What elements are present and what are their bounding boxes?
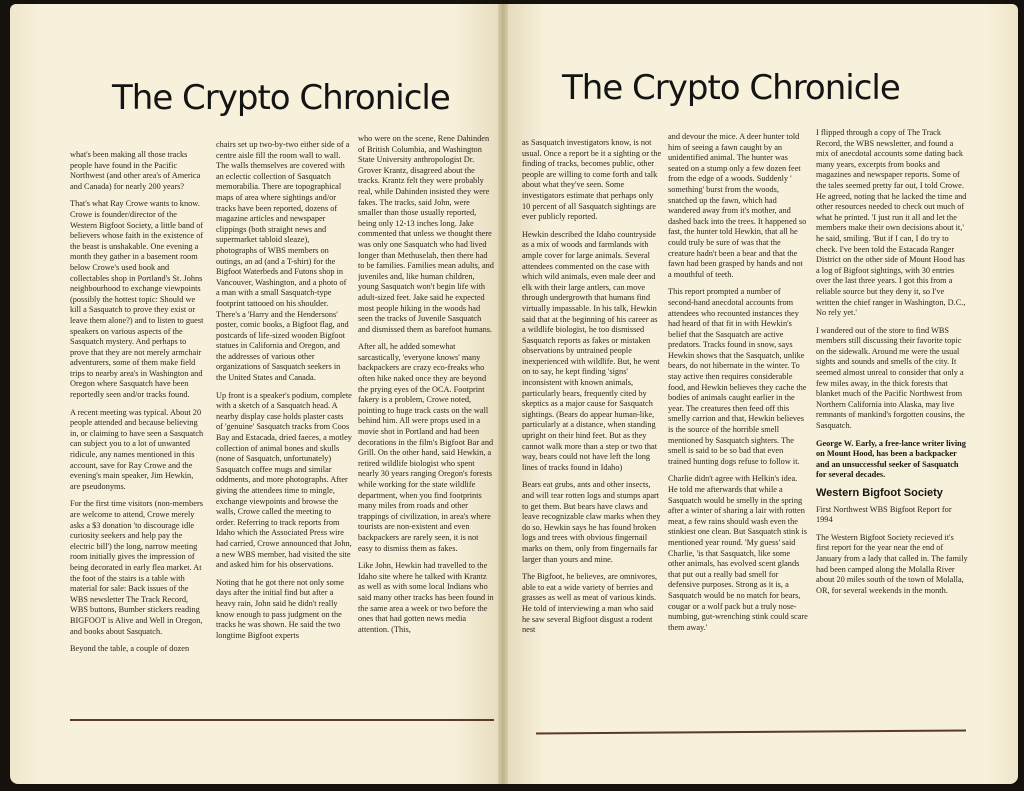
paragraph: The Western Bigfoot Society recieved it's first report for the year near the end of January from a lady that called in. The family had been camped along the Molalla River about 20 miles south of the town of Molalla, OR, for several weekends in the month. [816, 532, 968, 595]
paragraph: After all, he added somewhat sarcastically, 'everyone knows' many backpackers are crazy eco-freaks who often hike naked once they are beyond the prying eyes of the OCA. Footprint fakery is a problem, Crowe noted, pointing to huge track casts on the wall behind him. All were props used in a movie shot in Portland and had been decorations in the film's Bigfoot Bar and Grill. On the other hand, said Hewkin, a retired wildlife biologist who spent nearly 30 years ranging Oregon's forests while working for the state wildlife department, when you find footprints many miles from roads and other trappings of civilization, in area's where tourists are non-existent and even backpackers are rarely seen, it is not easy to dismiss them as fakes. [358, 342, 494, 553]
paragraph: Like John, Hewkin had travelled to the Idaho site where he talked with Krantz as well as with some local Indians who said many other tracks has been found in the same area a week or two before the ones that had gotten news media attention. (This, [358, 561, 494, 634]
left-column-3 [358, 134, 494, 700]
paragraph: That's what Ray Crowe wants to know. Crowe is founder/director of the Western Bigfoot Society, a little band of believers whose faith in the existence of the beast is unshakable. One evening a month they gather in a basement room below Crowe's used book and collectables shop in Portland's St. Johns neighbourhood to exchange viewpoints (possibly the hottest topic: Should we kill a Sasquatch to prove they exist or leave them alone?) and to listen to guest speakers on various aspects of the Sasquatch mystery. And perhaps to prove that they are not merely armchair adventurers, some of them make field trips to nearby area's in Washington and Oregon where Sasquatch have been reportedly seen and/or tracks found. [70, 199, 204, 400]
paragraph: This report prompted a number of second-hand anecdotal accounts from attendees who recounted instances they had heard of that fit in with Hewkin's belief that the Sasquatch are active predators. Tracks found in snow, says Hewkin shows that the Sasquatch, unlike bears, do not hibernate in the winter. To stay active then requires considerable food, and Hewkin believes they cache the bodies of animals caught earlier in the year. The creatures then feed off this smelly carrion and that, Hewkin believes is the source of the horrible smell mentioned by Sasquatch sighters. The smell is said to be so bad that even trained hunting dogs refuse to follow it. [668, 287, 807, 466]
paragraph: First Northwest WBS Bigfoot Report for 1994 [816, 504, 952, 525]
paragraph: Bears eat grubs, ants and other insects, and will tear rotten logs and stumps apart to get them. But bears have claws and leave recognizable claw marks when they do so. Hewkin says he has found broken logs and trees with obvious fingernail marks on them, only from fingernails far larger than yours and mine. [522, 480, 661, 564]
right-column-2 [668, 132, 808, 692]
paragraph: chairs set up two-by-two either side of a centre aisle fill the room wall to wall. The walls themselves are covered with an eclectic collection of Sasquatch memorabilia. There are topographical maps of area where sightings and/or tracks have been reported, dozens of magazine articles and newspaper clippings (both straight news and supermarket tabloid sleaze), photographs of WBS members on outings, an ad (and a T-shirt) for the Bigfoot Waterbeds and Futons shop in Vancouver, Washington, and a photo of a man with a small Sasquatch-type footprint tattooed on his shoulder. There's a 'Harry and the Hendersons' poster, comic books, a Bigfoot flag, and postcards of life-sized wooden Bigfoot statues in California and Oregon, and the addresses of various other organizations of Sasquatch seekers in the United States and Canada. [216, 140, 350, 383]
section-heading: Western Bigfoot Society [816, 487, 943, 499]
left-column-1 [70, 150, 204, 700]
paragraph: For the first time visitors (non-members are welcome to attend, Crowe merely asks a $3 donation 'to discourage idle curiosity seekers and help pay the electric bill') the long, narrow meeting room initially gives the impression of being decorated in early flea market. At the foot of the stairs is a table with material for sale: Back issues of the WBS newsletter The Track Record, WBS buttons, Bumber stickers reading BIGFOOT is Alive and Well in Oregon, and books about Sasquatch. [70, 499, 203, 636]
right-column-3 [816, 128, 968, 688]
paragraph: and devour the mice. A deer hunter told him of seeing a fawn caught by an unidentified animal. The hunter was seated on a stump only a few dozen feet from the edge of a woods. Suddenly ' something' burst from the woods, snatched up the fawn, which had wandered away from it's mother, and dashed back into the trees. It happened so fast, the hunter told Hewkin, that all he could truly be sure of was that the creature hadn't been a bear and that the fawn had been grasped by hands and not a mouthful of teeth. [668, 132, 807, 279]
paragraph: Noting that he got there not only some days after the initial find but after a heavy rain, John said he didn't really know enough to pass judgment on the tracks he was shown. He said the two longtime Bigfoot experts [216, 577, 344, 640]
footer-rule-left [70, 719, 494, 721]
paragraph: Beyond the table, a couple of dozen [70, 644, 190, 654]
author-bio: George W. Early, a free-lance writer living on Mount Hood, has been a backpacker and an unsuccessful seeker of Sasquatch for several decades. [816, 438, 966, 480]
paragraph: Charlie didn't agree with Helkin's idea. He told me afterwards that while a Sasquatch would be smelly in the spring after a winter of sharing a lair with rotten meat, a few rains should wash even the stinkiest one clean. But Sasquatch stink is mentioned year round. 'My guess' said Charlie, 'is that Sasquatch, like some other animals, has evolved scent glands that put out a really bad smell for defensive purposes. Strong as it is, a Sasquatch would be no match for bears, cougar or a wolf pack but a truly nose-numbing, gut-wrenching stink could scare them away.' [668, 474, 808, 632]
paragraph: The Bigfoot, he believes, are omnivores, able to eat a wide variety of berries and grasses as well as meat of various kinds. He told of interviewing a man who said he saw several Bigfoot disgust a rodent nest [522, 572, 658, 635]
paragraph: what's been making all those tracks people have found in the Pacific Northwest (and other area's of America and Canada) for nearly 200 years? [70, 150, 201, 191]
left-column-2 [216, 140, 352, 700]
right-column-1 [522, 138, 662, 730]
book-gutter [498, 4, 508, 784]
paragraph: Up front is a speaker's podium, complete with a sketch of a Sasquatch head. A nearby display case holds plaster casts of 'genuine' Sasquatch tracks from Coos Bay and Estacada, dried faeces, a motley collection of animal bones and skulls (none of Sasquatch, unfortunately) Sasquatch coffee mugs and similar oddments, and more photographs. After giving the attendees time to mingle, exchange viewpoints and browse the walls, Crowe called the meeting to order. Referring to track reports from Idaho which the Associated Press wire had carried, Crowe announced that John, a new WBS member, had visited the site and asked him for his observations. [216, 390, 352, 570]
paragraph: I flipped through a copy of The Track Record, the WBS newsletter, and found a mix of anecdotal accounts some dating back many years, excerpts from books and magazines and newspaper reports. Some of the tales seemed pretty far out, I told Crowe. He agreed, noting that he lacked the time and other resources needed to check out much of what he printed. 'I just run it all and let the members make their own decisions about it,' he said, smiling. 'But if I can, I do try to check. I've been told the Estacada Ranger District on the other side of Mount Hood has a log of Bigfoot sightings, with 30 entries over the last three years. I got this from a reliable source but they deny it, so I've written the chief ranger in Washington, D.C., No rely yet.' [816, 128, 967, 318]
paragraph: A recent meeting was typical. About 20 people attended and because believing in, or claiming to have seen a Sasquatch can subject you to a lot of unwanted ridicule, any names mentioned in this account, save for Ray Crowe and the evening's main speaker, Jim Hewkin, are pseudonyms. [70, 407, 204, 491]
paragraph: Hewkin described the Idaho countryside as a mix of woods and farmlands with ample cover for large animals. Several attendees commented on the case with which wild animals, even male deer and elk with their large antlers, can move through undergrowth that humans find virtually impassable. In his talk, Hewkin said that at the beginning of his career as a wildlife biologist, he too dismissed Sasquatch reports as fakes or mistaken observations by untrained people inexperienced with wildlife. But, he went on to say, he kept finding 'signs' inconsistent with known animals, particularly bears, frequently cited by skeptics as a major cause for Sasquatch sightings. (Bears do appear human-like, particularly at a distance, when standing upright on their hind feet. But as they cannot walk more than a step or two that way, bears could not have left the long lines of tracks found in Idaho) [522, 229, 660, 472]
masthead-left: The Crypto Chronicle [112, 78, 450, 118]
masthead-right: The Crypto Chronicle [562, 68, 900, 108]
paragraph: who were on the scene, Rene Dahinden of British Columbia, and Washington State University anthropologist Dr. Grover Krantz, disagreed about the tracks. Krantz felt they were probably real, while Dahinden insisted they were fakes. The tracks, said John, were smaller than those usually reported, being only 12-13 inches long. Jake commented that unless we thought there was only one Sasquatch who had lived longer than Methuselah, then there had to be families. Families mean adults, and juveniles and, like human children, young Sasquatch won't begin life with adult-sized feet. Jake said he expected most people hiking in the woods had seen the tracks of Juvenile Sasquatch and dismissed them as barefoot humans. [358, 134, 494, 334]
paragraph: I wandered out of the store to find WBS members still discussing their favorite topic on the sidewalk. Around me were the usual sights and sounds and smells of the city. It seemed almost unreal to consider that only a few miles away, in the thick forests that blanket much of the Pacific Northwest from Northern California into Alaska, may live remnants of mankind's forgotten cousins, the Sasquatch. [816, 325, 965, 431]
paragraph: as Sasquatch investigators know, is not usual. Once a report be it a sighting or the finding of tracks, becomes public, other people are willing to come forth and talk about what they've seen. Some investigators estimate that perhaps only 10 percent of all Sasquatch sightings are ever publicly reported. [522, 138, 662, 222]
